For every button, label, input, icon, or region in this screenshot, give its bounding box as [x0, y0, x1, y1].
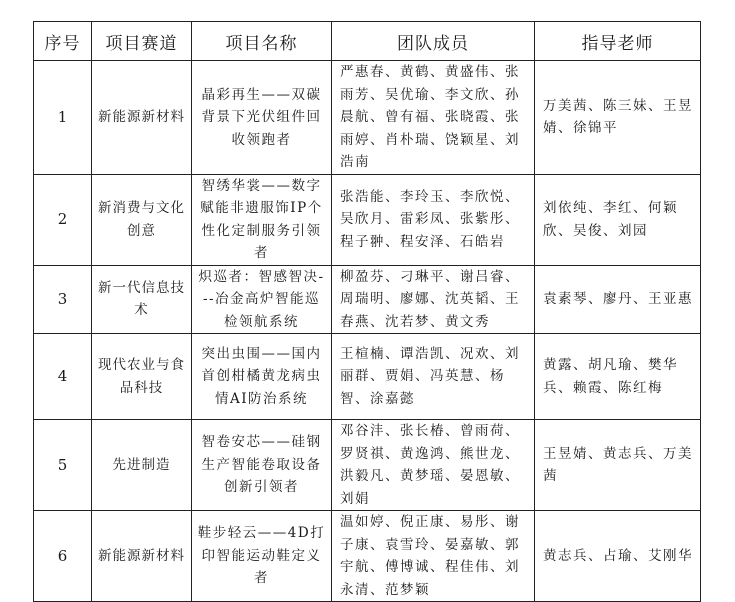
- row-index: 4: [34, 334, 92, 420]
- row-track: 新消费与文化创意: [92, 174, 192, 265]
- table-row: [34, 420, 701, 511]
- row-mentor: 黄露、胡凡瑜、樊华兵、赖霞、陈红梅: [535, 334, 701, 420]
- project-table: [33, 21, 701, 602]
- row-team: 张浩能、李玲玉、李欣悦、吴欣月、雷彩凤、张紫彤、程子翀、程安泽、石皓岩: [332, 174, 535, 265]
- row-index: 5: [34, 420, 92, 511]
- row-project: 鞋步轻云——4D打印智能运动鞋定义者: [192, 511, 332, 602]
- row-team: 严惠春、黄鹤、黄盛伟、张雨芳、吴优瑜、李文欣、孙晨航、曾有福、张晓霞、张雨婷、肖朴瑞、饶颖星、刘浩南: [332, 61, 535, 175]
- row-team: 温如婷、倪正康、易彤、谢子康、袁雪玲、晏嘉敏、郭宇航、傅博诚、程佳伟、刘永清、范梦颖: [332, 511, 535, 602]
- row-team: 柳盈芬、刁琳平、谢吕睿、周瑞明、廖娜、沈英韬、王春燕、沈若梦、黄文秀: [332, 265, 535, 334]
- row-track: 新能源新材料: [92, 511, 192, 602]
- header-team: 团队成员: [332, 22, 535, 61]
- row-mentor: 袁素琴、廖丹、王亚惠: [535, 265, 701, 334]
- row-track: 先进制造: [92, 420, 192, 511]
- row-team: 王楦楠、谭浩凯、况欢、刘丽群、贾娟、冯英慧、杨智、涂嘉懿: [332, 334, 535, 420]
- row-project: 炽巡者：智感智决---冶金高炉智能巡检领航系统: [192, 265, 332, 334]
- row-track: 新能源新材料: [92, 61, 192, 175]
- table-row: [34, 174, 701, 265]
- header-track: 项目赛道: [92, 22, 192, 61]
- table-container: [33, 21, 700, 602]
- table-row: [34, 511, 701, 602]
- header-project: 项目名称: [192, 22, 332, 61]
- row-mentor: 王昱婧、黄志兵、万美茜: [535, 420, 701, 511]
- row-project: 突出虫围——国内首创柑橘黄龙病虫情AI防治系统: [192, 334, 332, 420]
- row-index: 3: [34, 265, 92, 334]
- row-project: 智绣华裳——数字赋能非遗服饰IP个性化定制服务引领者: [192, 174, 332, 265]
- row-index: 2: [34, 174, 92, 265]
- table-row: [34, 265, 701, 334]
- row-mentor: 刘依纯、李红、何颖欣、吴俊、刘园: [535, 174, 701, 265]
- row-track: 新一代信息技术: [92, 265, 192, 334]
- table-row: [34, 61, 701, 175]
- table-row: [34, 334, 701, 420]
- row-index: 1: [34, 61, 92, 175]
- header-mentor: 指导老师: [535, 22, 701, 61]
- header-index: 序号: [34, 22, 92, 61]
- row-track: 现代农业与食品科技: [92, 334, 192, 420]
- row-mentor: 万美茜、陈三妹、王昱婧、徐锦平: [535, 61, 701, 175]
- row-index: 6: [34, 511, 92, 602]
- row-mentor: 黄志兵、占瑜、艾刚华: [535, 511, 701, 602]
- row-project: 晶彩再生——双碳背景下光伏组件回收领跑者: [192, 61, 332, 175]
- row-project: 智卷安芯——硅钢生产智能卷取设备创新引领者: [192, 420, 332, 511]
- row-team: 邓谷沣、张长椿、曾雨荷、罗贤祺、黄逸鸿、熊世龙、洪毅凡、黄梦瑶、晏恩敏、刘娟: [332, 420, 535, 511]
- header-row: [34, 22, 701, 61]
